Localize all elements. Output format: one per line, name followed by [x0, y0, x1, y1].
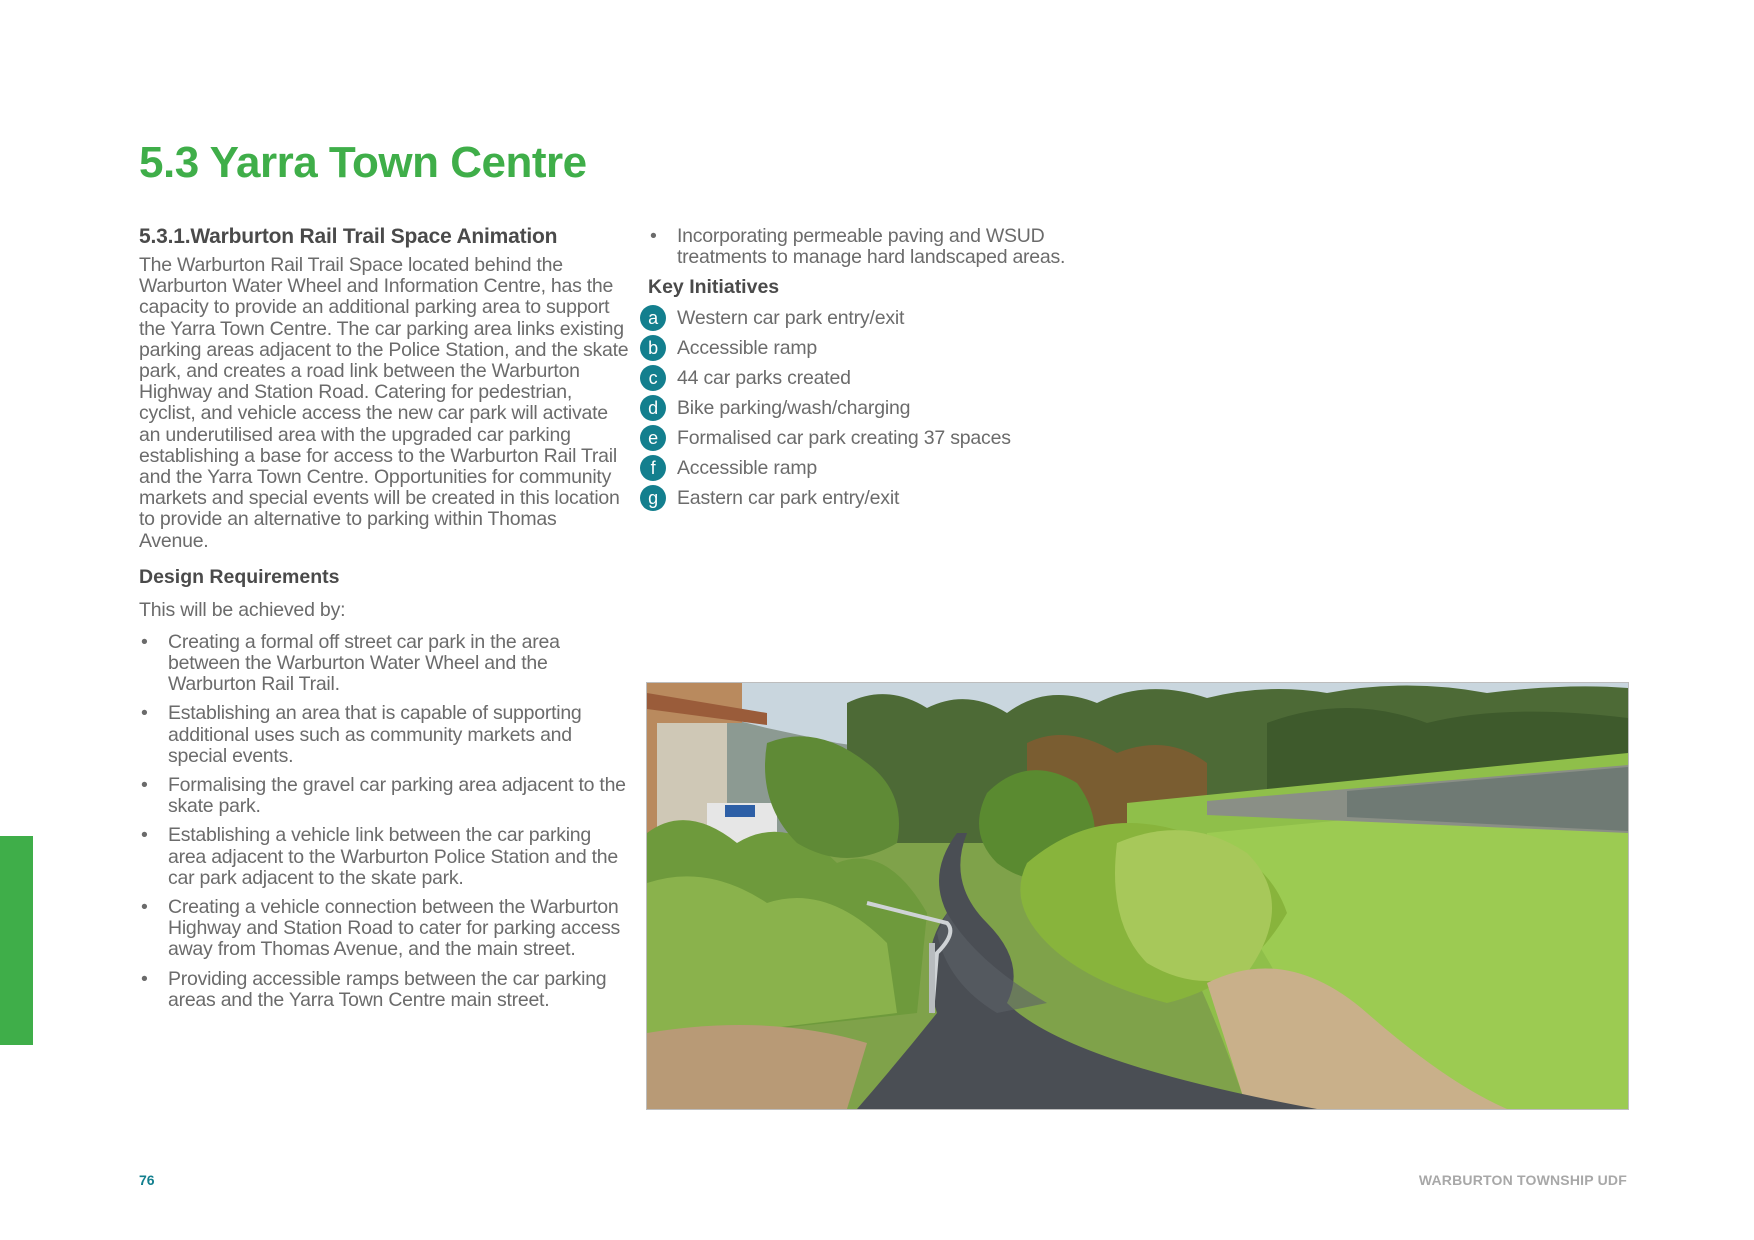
- initiative-label: Eastern car park entry/exit: [677, 486, 900, 509]
- letter-badge-icon: g: [640, 485, 666, 511]
- middle-column: [648, 226, 1118, 513]
- initiative-item: [648, 393, 1118, 423]
- list-item-text: Incorporating permeable paving and WSUD treatments to manage hard landscaped areas.: [677, 225, 1066, 269]
- list-item-text: Establishing a vehicle link between the car parking area adjacent to the Warburton Police Station and the car park adjacent to the skate park.: [168, 824, 618, 889]
- bullet-icon: •: [141, 702, 148, 725]
- list-item: [139, 897, 629, 961]
- rail-trail-photo: [646, 682, 1629, 1110]
- bullet-icon: •: [141, 630, 148, 653]
- letter-badge-icon: a: [640, 305, 666, 331]
- list-item-text: Creating a formal off street car park in the area between the Warburton Water Wheel and the Warburton Rail Trail.: [168, 630, 560, 696]
- bullet-icon: •: [141, 774, 148, 797]
- design-requirements-heading: Design Requirements: [139, 565, 340, 588]
- section-heading: 5.3.1.Warburton Rail Trail Space Animation: [139, 225, 558, 248]
- initiative-item: [648, 363, 1118, 393]
- design-requirements-intro: This will be achieved by:: [139, 598, 346, 621]
- bullet-icon: •: [141, 967, 148, 990]
- list-item: [648, 226, 1118, 268]
- initiative-label: Bike parking/wash/charging: [677, 396, 911, 419]
- initiative-label: 44 car parks created: [677, 366, 851, 389]
- list-item-text: Establishing an area that is capable of supporting additional uses such as community markets and special events.: [168, 702, 582, 767]
- list-item-text: Providing accessible ramps between the car parking areas and the Yarra Town Centre main street.: [168, 967, 607, 1011]
- list-item: [139, 632, 629, 696]
- photo-illustration: [647, 683, 1628, 1109]
- section-side-tab: [0, 836, 33, 1045]
- initiative-label: Formalised car park creating 37 spaces: [677, 426, 1011, 449]
- list-item: [139, 775, 629, 817]
- letter-badge-icon: c: [640, 365, 666, 391]
- list-item: [139, 969, 629, 1011]
- letter-badge-icon: d: [640, 395, 666, 421]
- initiative-item: [648, 483, 1118, 513]
- list-item: [139, 825, 629, 889]
- list-item-text: Creating a vehicle connection between the Warburton Highway and Station Road to cater for parking access away from Thomas Avenue, and the main street.: [168, 896, 621, 961]
- letter-badge-icon: e: [640, 425, 666, 451]
- left-column: [139, 225, 629, 1019]
- page-title: 5.3 Yarra Town Centre: [139, 138, 587, 187]
- key-initiatives-list: [648, 303, 1118, 513]
- letter-badge-icon: b: [640, 335, 666, 361]
- initiative-item: [648, 453, 1118, 483]
- bullet-icon: •: [650, 225, 657, 247]
- initiative-label: Accessible ramp: [677, 456, 818, 479]
- key-initiatives-heading: Key Initiatives: [648, 276, 780, 299]
- page-number: 76: [139, 1172, 155, 1188]
- document-footer: WARBURTON TOWNSHIP UDF: [1418, 1172, 1627, 1188]
- section-body: The Warburton Rail Trail Space located behind the Warburton Water Wheel and Information Centre, has the capacity to provide an additional parking area to support the Yarra Town Centre. The car parking area links existing parking areas adjacent to the Police Station, and the skate park, and creates a road link between the Warburton Highway and Station Road. Catering for pedestrian, cyclist, and vehicle access the new car park will activate an underutilised area with the upgraded car parking establishing a base for access to the Warburton Rail Trail and the Yarra Town Centre. Opportunities for community markets and special events will be created in this location to provide an alternative to parking within Thomas Avenue.: [139, 254, 629, 552]
- letter-badge-icon: f: [640, 455, 666, 481]
- initiative-label: Accessible ramp: [677, 336, 818, 359]
- initiative-item: [648, 333, 1118, 363]
- design-requirements-list: [139, 632, 629, 1011]
- bullet-icon: •: [141, 824, 148, 847]
- initiative-item: [648, 303, 1118, 333]
- bullet-icon: •: [141, 896, 148, 919]
- list-item-text: Formalising the gravel car parking area adjacent to the skate park.: [168, 774, 626, 818]
- list-item: [139, 703, 629, 767]
- initiative-label: Western car park entry/exit: [677, 306, 905, 329]
- initiative-item: [648, 423, 1118, 453]
- design-requirements-list-continued: [648, 226, 1118, 268]
